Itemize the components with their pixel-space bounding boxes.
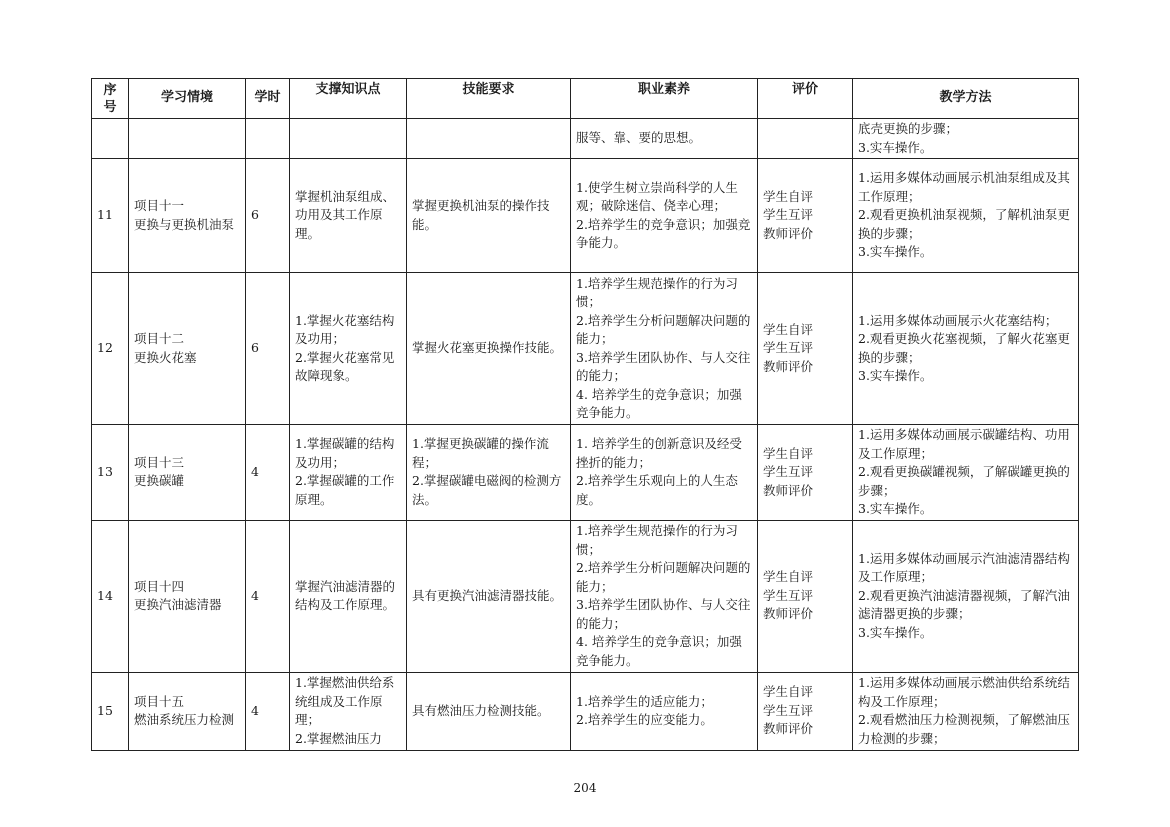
evaluation-cell [758, 520, 853, 672]
table-row [92, 119, 1079, 159]
scenario-line: 项目十四 [134, 578, 185, 594]
scenario-line: 更换碳罐 [134, 473, 185, 489]
literacy-line: 1.培养学生规范操作的行为习惯； [576, 523, 738, 557]
literacy-line: 1.使学生树立崇尚科学的人生观；破除迷信、侥幸心理； [576, 179, 738, 213]
header-evaluation: 评价 [758, 79, 853, 119]
methods-line: 3.实车操作。 [858, 624, 933, 640]
knowledge-line: 1.掌握火花塞结构及功用； [295, 312, 395, 346]
methods-cell [853, 159, 1079, 273]
header-seq-line: 序 [103, 82, 117, 98]
evaluation-line: 学生自评 [763, 321, 814, 337]
table-row [92, 520, 1079, 672]
skills-cell [407, 119, 571, 159]
literacy-line: 2.培养学生的竞争意识；加强竞争能力。 [576, 216, 751, 250]
scenario-line: 更换火花塞 [134, 349, 197, 365]
page-number: 204 [573, 781, 597, 795]
table-body [92, 119, 1079, 751]
evaluation-line: 学生互评 [763, 587, 814, 603]
literacy-line: 服等、靠、要的思想。 [576, 130, 702, 146]
evaluation-cell [758, 425, 853, 521]
methods-line: 1.运用多媒体动画展示燃油供给系统结构及工作原理； [858, 675, 1070, 709]
scenario-line: 燃油系统压力检测 [134, 712, 235, 727]
scenario-cell [129, 119, 246, 159]
evaluation-line: 学生互评 [763, 340, 814, 356]
methods-line: 3.实车操作。 [858, 244, 933, 260]
hours-cell: 4 [246, 520, 290, 672]
hours-cell: 4 [246, 425, 290, 521]
table-row [92, 273, 1079, 425]
header-methods: 教学方法 [853, 79, 1079, 119]
curriculum-table [91, 78, 1079, 751]
table-row [92, 672, 1079, 750]
header-seq [92, 79, 129, 119]
literacy-line: 3.培养学生团队协作、与人交往的能力； [576, 349, 751, 383]
scenario-line: 项目十三 [134, 454, 185, 470]
methods-line: 2.观看更换机油泵视频，了解机油泵更换的步骤； [858, 207, 1070, 241]
header-row [92, 79, 1079, 119]
scenario-line: 更换与更换机油泵 [134, 216, 235, 232]
evaluation-cell [758, 159, 853, 273]
knowledge-line: 掌握机油泵组成、功用及其工作原理。 [295, 188, 396, 241]
evaluation-line: 学生互评 [763, 207, 814, 223]
header-skills: 技能要求 [407, 79, 571, 119]
methods-cell [853, 672, 1079, 750]
literacy-line: 2.培养学生分析问题解决问题的能力； [576, 560, 751, 594]
evaluation-line: 学生互评 [763, 464, 814, 479]
evaluation-line: 学生自评 [763, 684, 814, 700]
literacy-line: 1.培养学生的适应能力； [576, 693, 713, 709]
scenario-cell [129, 159, 246, 273]
row-number: 13 [92, 425, 129, 521]
evaluation-line: 教师评价 [763, 482, 814, 498]
header-seq-line: 号 [103, 99, 117, 115]
skills-cell [407, 159, 571, 273]
skills-line: 1.掌握更换碳罐的操作流程； [412, 436, 549, 470]
literacy-line: 4. 培养学生的竞争意识；加强竞争能力。 [576, 386, 742, 420]
scenario-cell [129, 273, 246, 425]
evaluation-line: 教师评价 [763, 358, 814, 374]
literacy-line: 2.培养学生的应变能力。 [576, 712, 713, 727]
methods-line: 3.实车操作。 [858, 501, 933, 516]
literacy-line: 1.培养学生规范操作的行为习惯； [576, 275, 738, 309]
knowledge-cell [290, 119, 407, 159]
evaluation-line: 教师评价 [763, 606, 814, 622]
evaluation-line: 学生自评 [763, 188, 814, 204]
literacy-line: 3.培养学生团队协作、与人交往的能力； [576, 597, 751, 631]
methods-line: 底壳更换的步骤； [858, 121, 959, 136]
knowledge-cell [290, 159, 407, 273]
literacy-line: 2.培养学生分析问题解决问题的能力； [576, 312, 751, 346]
skills-cell [407, 273, 571, 425]
table-row [92, 425, 1079, 521]
methods-line: 1.运用多媒体动画展示汽油滤清器结构及工作原理； [858, 550, 1070, 585]
knowledge-line: 1.掌握碳罐的结构及功用； [295, 436, 395, 470]
header-hours: 学时 [246, 79, 290, 119]
evaluation-cell [758, 672, 853, 750]
literacy-line: 2.培养学生乐观向上的人生态度。 [576, 473, 738, 507]
evaluation-line: 学生自评 [763, 445, 814, 461]
row-number: 12 [92, 273, 129, 425]
header-scenario: 学习情境 [129, 79, 246, 119]
methods-cell [853, 520, 1079, 672]
literacy-cell [571, 159, 758, 273]
methods-cell [853, 273, 1079, 425]
evaluation-line: 教师评价 [763, 721, 814, 737]
literacy-cell [571, 119, 758, 159]
literacy-line: 4. 培养学生的竞争意识；加强竞争能力。 [576, 634, 742, 668]
header-knowledge: 支撑知识点 [290, 79, 407, 119]
table-row [92, 159, 1079, 273]
scenario-line: 项目十一 [134, 198, 185, 213]
scenario-cell [129, 425, 246, 521]
header-literacy: 职业素养 [571, 79, 758, 119]
scenario-line: 项目十五 [134, 693, 185, 709]
literacy-cell [571, 273, 758, 425]
scenario-line: 更换汽油滤清器 [134, 597, 222, 612]
literacy-cell [571, 425, 758, 521]
knowledge-cell [290, 425, 407, 521]
skills-line: 掌握更换机油泵的操作技能。 [412, 198, 550, 232]
methods-line: 2.观看更换碳罐视频，了解碳罐更换的步骤； [858, 464, 1070, 498]
knowledge-cell [290, 520, 407, 672]
knowledge-line: 2.掌握碳罐的工作原理。 [295, 473, 395, 507]
knowledge-line: 1.掌握燃油供给系统组成及工作原理； [295, 675, 395, 727]
evaluation-cell [758, 273, 853, 425]
methods-line: 2.观看更换火花塞视频，了解火花塞更换的步骤； [858, 331, 1070, 365]
knowledge-line: 掌握汽油滤清器的结构及工作原理。 [295, 578, 396, 612]
row-number: 11 [92, 159, 129, 273]
knowledge-line: 2.掌握燃油压力 [295, 730, 382, 746]
skills-cell [407, 672, 571, 750]
skills-line: 具有燃油压力检测技能。 [412, 702, 550, 718]
methods-line: 3.实车操作。 [858, 139, 933, 155]
methods-line: 2.观看燃油压力检测视频，了解燃油压力检测的步骤； [858, 712, 1070, 746]
methods-cell [853, 119, 1079, 159]
row-number [92, 119, 129, 159]
knowledge-cell [290, 672, 407, 750]
skills-line: 掌握火花塞更换操作技能。 [412, 340, 563, 356]
skills-cell [407, 425, 571, 521]
evaluation-line: 学生自评 [763, 569, 814, 585]
methods-cell [853, 425, 1079, 521]
skills-line: 2.掌握碳罐电磁阀的检测方法。 [412, 473, 562, 507]
literacy-line: 1. 培养学生的创新意识及经受挫折的能力； [576, 436, 742, 470]
methods-line: 3.实车操作。 [858, 368, 933, 383]
methods-line: 2.观看更换汽油滤清器视频，了解汽油滤清器更换的步骤； [858, 587, 1070, 622]
knowledge-cell [290, 273, 407, 425]
knowledge-line: 2.掌握火花塞常见故障现象。 [295, 349, 395, 383]
scenario-line: 项目十二 [134, 331, 185, 346]
literacy-cell [571, 672, 758, 750]
scenario-cell [129, 520, 246, 672]
methods-line: 1.运用多媒体动画展示碳罐结构、功用及工作原理； [858, 427, 1070, 461]
row-number: 15 [92, 672, 129, 750]
evaluation-line: 教师评价 [763, 225, 814, 241]
hours-cell: 6 [246, 273, 290, 425]
scenario-cell [129, 672, 246, 750]
evaluation-line: 学生互评 [763, 702, 814, 718]
methods-line: 1.运用多媒体动画展示火花塞结构； [858, 312, 1058, 328]
hours-cell [246, 119, 290, 159]
skills-line: 具有更换汽油滤清器技能。 [412, 587, 563, 603]
evaluation-cell [758, 119, 853, 159]
row-number: 14 [92, 520, 129, 672]
methods-line: 1.运用多媒体动画展示机油泵组成及其工作原理； [858, 170, 1070, 204]
hours-cell: 4 [246, 672, 290, 750]
hours-cell: 6 [246, 159, 290, 273]
literacy-cell [571, 520, 758, 672]
skills-cell [407, 520, 571, 672]
